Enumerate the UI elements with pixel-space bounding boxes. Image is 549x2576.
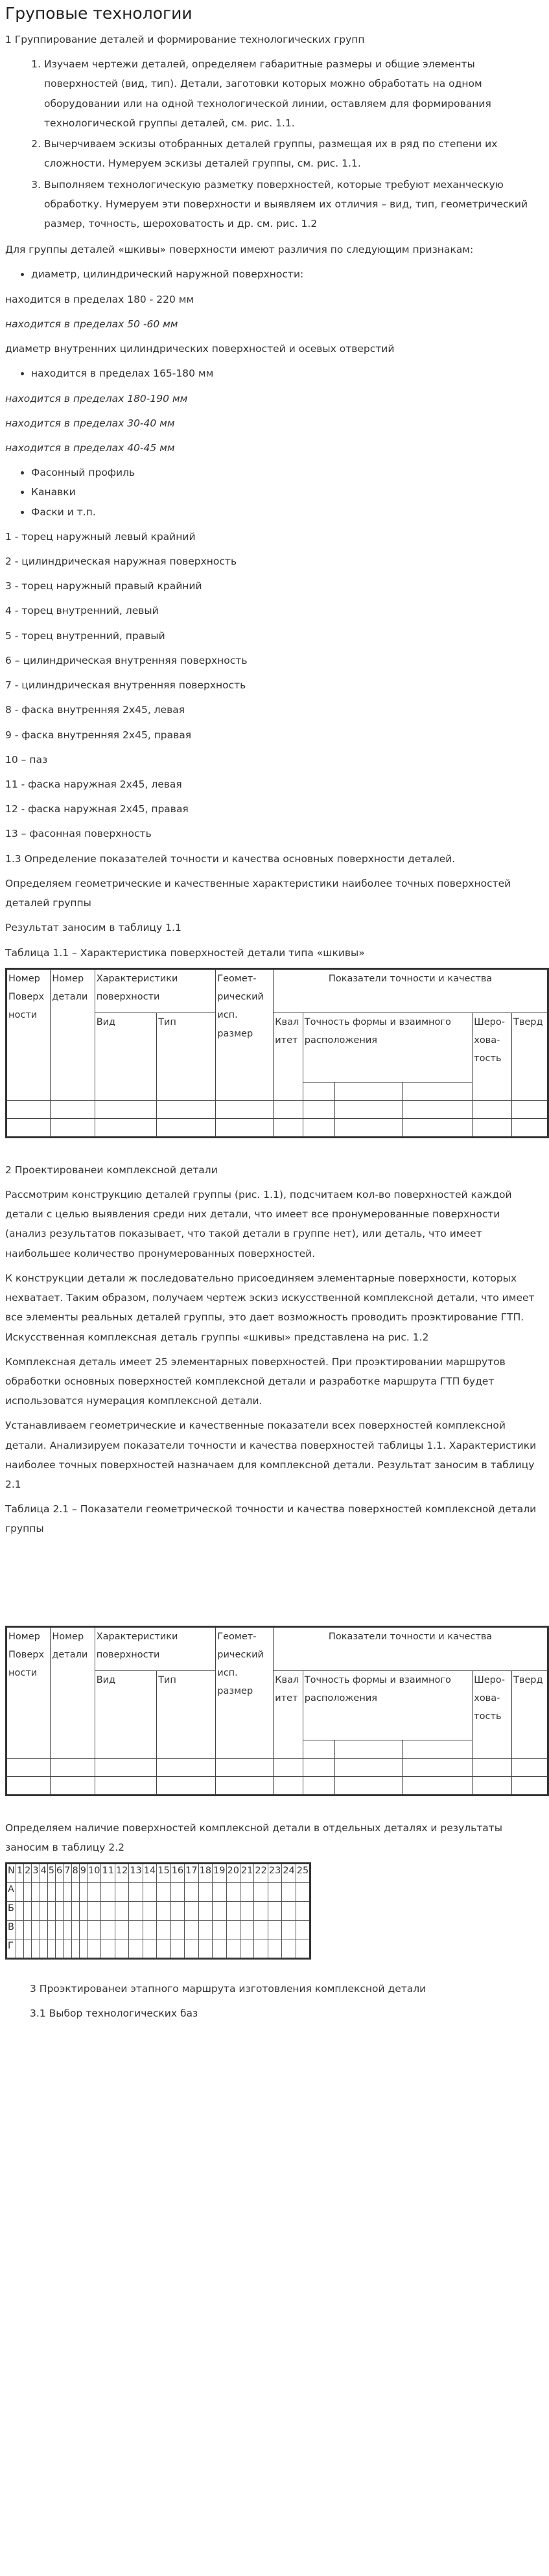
grid-cell [157, 1939, 170, 1959]
grid-cell [254, 1883, 268, 1902]
grid-cell [64, 1939, 71, 1959]
grid-column-header: 24 [282, 1864, 296, 1883]
header-roughness: Шеро-хова-тость [473, 1670, 512, 1758]
steps-list [13, 54, 537, 233]
grid-cell [79, 1902, 87, 1921]
header-subcell [402, 1740, 472, 1758]
grid-cell [282, 1883, 296, 1902]
grid-cell [198, 1883, 212, 1902]
grid-cell [213, 1883, 226, 1902]
page-title: Груповые технологии [5, 4, 193, 23]
surface-item: 10 – паз [5, 753, 48, 766]
range-text: находится в пределах 40-45 мм [5, 441, 175, 454]
header-type: Тип [157, 1013, 216, 1100]
grid-column-header: 4 [40, 1864, 47, 1883]
grid-cell [71, 1902, 79, 1921]
grid-cell [268, 1921, 281, 1939]
grid-cell [101, 1939, 115, 1959]
grid-column-header: 6 [56, 1864, 64, 1883]
header-part-no: Номер детали [51, 968, 95, 1100]
surface-item: 6 – цилиндрическая внутренняя поверхность [5, 654, 248, 666]
criteria-list [6, 264, 537, 284]
grid-row-label: А [6, 1883, 16, 1902]
grid-cell [40, 1939, 47, 1959]
table-2-1-caption: Таблица 2.1 – Показатели геометрической точности и качества поверхностей комплексной детали группы [5, 1503, 537, 1535]
grid-cell [87, 1902, 100, 1921]
table-1-1 [5, 968, 549, 1138]
surface-item: 12 - фаска наружная 2х45, правая [5, 803, 189, 815]
grid-cell [56, 1921, 64, 1939]
inner-range-list [6, 364, 537, 383]
range-text: находится в пределах 30-40 мм [5, 417, 175, 429]
grid-column-header: 11 [101, 1864, 115, 1883]
grid-cell [24, 1921, 32, 1939]
grid-cell [47, 1902, 55, 1921]
list-item: 3. Выполняем технологическую разметку поверхностей, которые требуют механческую обработку. Нумеруем эти поверхности и выявляем их отличия – вид, тип, геометрический размер, точность, шероховатость и др. см. рис. 1.2 [44, 175, 537, 234]
grid-cell [115, 1921, 128, 1939]
table-row [6, 1758, 548, 1776]
grid-column-header: 8 [71, 1864, 79, 1883]
surface-item: 4 - торец внутренний, левый [5, 605, 159, 617]
grid-cell [185, 1883, 198, 1902]
grid-cell [170, 1883, 184, 1902]
grid-cell [268, 1902, 281, 1921]
grid-cell [64, 1921, 71, 1939]
grid-column-header: 16 [170, 1864, 184, 1883]
header-qualitet: Квал итет [274, 1013, 303, 1100]
table-row [6, 1118, 548, 1137]
surface-item: 8 - фаска внутренняя 2х45, левая [5, 704, 185, 716]
grid-cell [47, 1921, 55, 1939]
paragraph: Устанавливаем геометрические и качественные показатели всех поверхностей комплексной детали. Анализируем показатели точности и качества поверхностей таблицы 1.1. Характеристики наиболее точных поверхностей назначаем для комплексной детали. Результат заносим в таблицу 2.1 [5, 1420, 537, 1491]
grid-cell [24, 1902, 32, 1921]
grid-cell [254, 1902, 268, 1921]
grid-cell [56, 1902, 64, 1921]
grid-cell [87, 1883, 100, 1902]
grid-cell [71, 1883, 79, 1902]
grid-cell [226, 1902, 240, 1921]
grid-cell [170, 1939, 184, 1959]
grid-cell [226, 1939, 240, 1959]
range-text: находится в пределах 50 -60 мм [5, 318, 178, 330]
header-geometric-size: Геомет-рический исп. размер [216, 1626, 274, 1758]
list-item: • Канавки [31, 482, 537, 502]
grid-cell [32, 1921, 40, 1939]
grid-row-label: Б [6, 1902, 16, 1921]
paragraph: Рассмотрим конструкцию деталей группы (рис. 1.1), подсчитаем кол-во поверхностей каждой детали с целью выявления среди них детали, что имеет все пронумерованные поверхности (анализ результатов показывает, что такой детали в группе нет), или деталь, что имеет наибольшее количество пронумерованных поверхностей. [5, 1188, 512, 1259]
grid-cell [16, 1921, 23, 1939]
subsection-1-3-heading: 1.3 Определение показателей точности и качества основных поверхности деталей. [5, 852, 456, 865]
features-list [6, 463, 537, 522]
header-subcell [402, 1082, 472, 1100]
grid-cell [240, 1939, 253, 1959]
grid-column-header: 12 [115, 1864, 128, 1883]
table-2-1 [5, 1626, 549, 1796]
grid-cell [79, 1939, 87, 1959]
header-subcell [303, 1082, 334, 1100]
grid-cell [240, 1902, 253, 1921]
table-2-2 [5, 1862, 311, 1960]
header-qualitet: Квал итет [274, 1670, 303, 1758]
grid-column-header: 2 [24, 1864, 32, 1883]
table-row [6, 1100, 548, 1118]
grid-column-header: 22 [254, 1864, 268, 1883]
header-part-no: Номер детали [51, 1626, 95, 1758]
grid-cell [143, 1921, 156, 1939]
header-characteristics: Характеристики поверхности [95, 968, 216, 1013]
grid-column-header: 10 [87, 1864, 100, 1883]
header-surface-no: Номер Поверх ности [6, 1626, 51, 1758]
grid-column-header: 9 [79, 1864, 87, 1883]
grid-column-header: 3 [32, 1864, 40, 1883]
table-row [6, 1921, 310, 1939]
grid-cell [71, 1921, 79, 1939]
grid-cell [101, 1921, 115, 1939]
grid-cell [64, 1902, 71, 1921]
grid-cell [296, 1939, 310, 1959]
header-surface-no: Номер Поверх ности [6, 968, 51, 1100]
subsection-1-3-text: Определяем геометрические и качественные характеристики наиболее точных поверхностей деталей группы [5, 877, 511, 909]
grid-cell [24, 1939, 32, 1959]
surface-item: 9 - фаска внутренняя 2х45, правая [5, 729, 192, 741]
grid-cell [24, 1883, 32, 1902]
grid-cell [282, 1921, 296, 1939]
list-item: 1. Изучаем чертежи деталей, определяем габаритные размеры и общие элементы поверхностей (вид, тип). Детали, заготовки которых можно обработать на одном оборудовании или на одной технологической линии, оставляем для формирования технологической группы деталей, см. рис. 1.1. [44, 54, 537, 133]
grid-cell [71, 1939, 79, 1959]
grid-cell [268, 1883, 281, 1902]
grid-column-header: 1 [16, 1864, 23, 1883]
grid-cell [56, 1883, 64, 1902]
table-header-row [6, 1864, 310, 1883]
grid-cell [296, 1921, 310, 1939]
table-row [6, 1902, 310, 1921]
header-indicators: Показатели точности и качества [274, 968, 548, 1013]
list-item: • Фасонный профиль [31, 463, 537, 482]
grid-cell [115, 1883, 128, 1902]
grid-column-header: 21 [240, 1864, 253, 1883]
grid-column-header: 19 [213, 1864, 226, 1883]
table-row [6, 1939, 310, 1959]
grid-cell [16, 1939, 23, 1959]
grid-cell [254, 1921, 268, 1939]
grid-cell [185, 1921, 198, 1939]
grid-cell [115, 1902, 128, 1921]
section-2-heading: 2 Проектированеи комплексной детали [5, 1164, 218, 1176]
table-1-1-caption: Таблица 1.1 – Характеристика поверхностей детали типа «шкивы» [5, 946, 365, 959]
surface-item: 13 – фасонная поверхность [5, 828, 152, 840]
grid-cell [198, 1921, 212, 1939]
section-3-heading: 3 Проэктированеи этапного маршрута изготовления комплексной детали [30, 1983, 426, 1995]
grid-cell [170, 1902, 184, 1921]
grid-column-header: 25 [296, 1864, 310, 1883]
grid-cell [198, 1902, 212, 1921]
grid-column-header: 17 [185, 1864, 198, 1883]
header-form-accuracy: Точность формы и взаимного расположения [303, 1013, 472, 1082]
surface-item: 7 - цилиндрическая внутренняя поверхность [5, 679, 246, 692]
header-hardness: Тверд [511, 1013, 548, 1100]
surface-item: 5 - торец внутренний, правый [5, 629, 165, 642]
list-item: • находится в пределах 165-180 мм [31, 364, 537, 383]
grid-cell [198, 1939, 212, 1959]
grid-cell [185, 1939, 198, 1959]
grid-cell [282, 1902, 296, 1921]
presence-text: Определяем наличие поверхностей комплексной детали в отдельных деталях и результаты заносим в таблицу 2.2 [5, 1821, 503, 1853]
grid-cell [40, 1921, 47, 1939]
header-subcell [334, 1740, 402, 1758]
range-text: находится в пределах 180-190 мм [5, 392, 188, 404]
grid-row-label: В [6, 1921, 16, 1939]
grid-column-header: 18 [198, 1864, 212, 1883]
grid-cell [40, 1883, 47, 1902]
grid-cell [282, 1939, 296, 1959]
surface-item: 3 - торец наружный правый крайний [5, 580, 202, 592]
grid-cell [254, 1939, 268, 1959]
grid-corner-cell: N [6, 1864, 16, 1883]
grid-cell [129, 1902, 143, 1921]
grid-column-header: 7 [64, 1864, 71, 1883]
grid-cell [87, 1921, 100, 1939]
grid-cell [16, 1902, 23, 1921]
grid-cell [268, 1939, 281, 1959]
grid-cell [40, 1902, 47, 1921]
grid-cell [129, 1921, 143, 1939]
grid-cell [213, 1921, 226, 1939]
grid-cell [296, 1902, 310, 1921]
header-kind: Вид [95, 1670, 156, 1758]
grid-cell [213, 1939, 226, 1959]
grid-column-header: 23 [268, 1864, 281, 1883]
header-type: Тип [157, 1670, 216, 1758]
grid-column-header: 5 [47, 1864, 55, 1883]
criteria-intro: Для группы деталей «шкивы» поверхности имеют различия по следующим признакам: [5, 244, 474, 256]
header-subcell [334, 1082, 402, 1100]
grid-cell [185, 1902, 198, 1921]
header-characteristics: Характеристики поверхности [95, 1626, 216, 1670]
section-1-heading: 1 Группирование деталей и формирование технологических групп [5, 34, 365, 45]
grid-cell [157, 1921, 170, 1939]
grid-cell [296, 1883, 310, 1902]
surface-item: 11 - фаска наружная 2х45, левая [5, 779, 182, 790]
grid-cell [47, 1939, 55, 1959]
grid-cell [56, 1939, 64, 1959]
grid-cell [32, 1902, 40, 1921]
grid-cell [226, 1883, 240, 1902]
grid-row-label: Г [6, 1939, 16, 1959]
grid-cell [16, 1883, 23, 1902]
grid-cell [64, 1883, 71, 1902]
grid-cell [129, 1939, 143, 1959]
surface-item: 2 - цилиндрическая наружная поверхность [5, 556, 237, 568]
list-item: • диаметр, цилиндрический наружной поверхности: [31, 264, 537, 284]
header-hardness: Тверд [511, 1670, 548, 1758]
paragraph: К конструкции детали ж последовательно присоединяем элементарные поверхности, которых нехватает. Таким образом, получаем чертеж эскиз искусственной комплексной детали, что имеет все элементы реальных деталей группы, это дает возможность проводить проэктирование ГТП. Искусственная комплексная деталь группы «шкивы» представлена на рис. 1.2 [5, 1272, 535, 1343]
header-kind: Вид [95, 1013, 156, 1100]
table-row [6, 1883, 310, 1902]
range-text: находится в пределах 180 - 220 мм [5, 293, 194, 305]
table-row [6, 1776, 548, 1795]
grid-cell [170, 1921, 184, 1939]
grid-column-header: 14 [143, 1864, 156, 1883]
grid-cell [101, 1902, 115, 1921]
grid-cell [115, 1939, 128, 1959]
header-indicators: Показатели точности и качества [274, 1626, 548, 1670]
surface-item: 1 - торец наружный левый крайний [5, 530, 196, 543]
grid-cell [47, 1883, 55, 1902]
grid-cell [240, 1921, 253, 1939]
grid-cell [143, 1939, 156, 1959]
grid-cell [32, 1883, 40, 1902]
paragraph: Комплексная деталь имеет 25 элементарных поверхностей. При проэктировании маршрутов обработки основных поверхностей комплексной детали и разработке маршрута ГТП будет использоватся нумерация комплексной детали. [5, 1355, 506, 1407]
grid-cell [157, 1883, 170, 1902]
grid-column-header: 20 [226, 1864, 240, 1883]
grid-cell [129, 1883, 143, 1902]
grid-column-header: 13 [129, 1864, 143, 1883]
grid-cell [213, 1902, 226, 1921]
grid-cell [101, 1883, 115, 1902]
grid-cell [87, 1939, 100, 1959]
list-item: 2. Вычерчиваем эскизы отобранных деталей группы, размещая их в ряд по степени их сложности. Нумеруем эскизы деталей группы, см. рис. 1.1. [44, 134, 537, 173]
grid-cell [143, 1902, 156, 1921]
grid-cell [226, 1921, 240, 1939]
header-roughness: Шеро-хова-тость [473, 1013, 512, 1100]
grid-cell [32, 1939, 40, 1959]
list-item: • Фаски и т.п. [31, 502, 537, 522]
grid-cell [157, 1902, 170, 1921]
header-form-accuracy: Точность формы и взаимного расположения [303, 1670, 472, 1740]
grid-cell [79, 1921, 87, 1939]
grid-cell [143, 1883, 156, 1902]
grid-cell [240, 1883, 253, 1902]
result-text: Результат заносим в таблицу 1.1 [5, 922, 181, 934]
subsection-3-1-heading: 3.1 Выбор технологических баз [30, 2008, 198, 2020]
inner-diameter-text: диаметр внутренних цилиндрических поверхностей и осевых отверстий [5, 343, 395, 355]
grid-cell [79, 1883, 87, 1902]
grid-column-header: 15 [157, 1864, 170, 1883]
header-subcell [303, 1740, 334, 1758]
header-geometric-size: Геомет-рический исп. размер [216, 968, 274, 1100]
